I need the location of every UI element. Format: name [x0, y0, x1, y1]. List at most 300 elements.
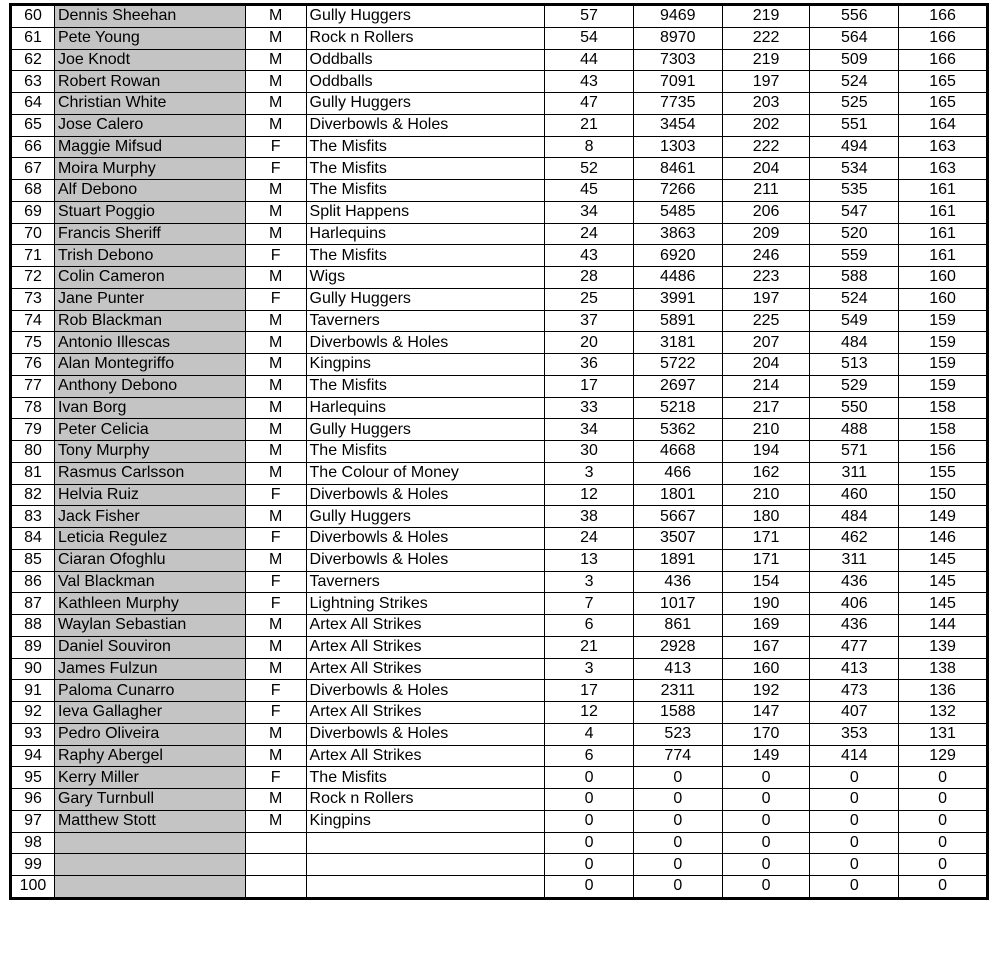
rank-cell: 90 — [11, 658, 55, 680]
gender-cell: M — [245, 375, 306, 397]
pins-cell: 8970 — [633, 27, 722, 49]
games-cell: 12 — [545, 484, 634, 506]
bowler-name-cell: Matthew Stott — [54, 810, 245, 832]
high-game-cell: 209 — [722, 223, 810, 245]
games-cell: 21 — [545, 114, 634, 136]
high-series-cell: 534 — [810, 158, 899, 180]
rank-cell: 78 — [11, 397, 55, 419]
gender-cell: M — [245, 114, 306, 136]
pins-cell: 523 — [633, 723, 722, 745]
gender-cell: F — [245, 571, 306, 593]
gender-cell: F — [245, 245, 306, 267]
average-cell: 163 — [899, 136, 988, 158]
pins-cell: 2928 — [633, 636, 722, 658]
high-series-cell: 0 — [810, 767, 899, 789]
games-cell: 3 — [545, 571, 634, 593]
high-series-cell: 549 — [810, 310, 899, 332]
bowler-name-cell: Ivan Borg — [54, 397, 245, 419]
team-cell: The Misfits — [306, 375, 545, 397]
pins-cell: 7735 — [633, 93, 722, 115]
average-cell: 145 — [899, 571, 988, 593]
team-cell: Diverbowls & Holes — [306, 723, 545, 745]
rank-cell: 63 — [11, 71, 55, 93]
high-series-cell: 436 — [810, 571, 899, 593]
gender-cell: M — [245, 354, 306, 376]
bowler-name-cell — [54, 876, 245, 899]
table-row — [11, 136, 988, 158]
high-series-cell: 524 — [810, 288, 899, 310]
bowler-name-cell: Ieva Gallagher — [54, 702, 245, 724]
team-cell: The Misfits — [306, 158, 545, 180]
pins-cell: 413 — [633, 658, 722, 680]
team-cell: The Misfits — [306, 136, 545, 158]
high-series-cell: 0 — [810, 810, 899, 832]
pins-cell: 3181 — [633, 332, 722, 354]
high-series-cell: 556 — [810, 5, 899, 28]
rank-cell: 86 — [11, 571, 55, 593]
high-game-cell: 204 — [722, 354, 810, 376]
games-cell: 37 — [545, 310, 634, 332]
gender-cell: M — [245, 745, 306, 767]
pins-cell: 0 — [633, 832, 722, 854]
games-cell: 17 — [545, 375, 634, 397]
high-game-cell: 0 — [722, 810, 810, 832]
high-game-cell: 203 — [722, 93, 810, 115]
high-series-cell: 494 — [810, 136, 899, 158]
rank-cell: 91 — [11, 680, 55, 702]
gender-cell: F — [245, 702, 306, 724]
bowler-name-cell: Kathleen Murphy — [54, 593, 245, 615]
table-row — [11, 462, 988, 484]
average-cell: 129 — [899, 745, 988, 767]
table-row — [11, 832, 988, 854]
average-cell: 158 — [899, 397, 988, 419]
table-row — [11, 615, 988, 637]
gender-cell: M — [245, 201, 306, 223]
gender-cell: M — [245, 810, 306, 832]
rank-cell: 100 — [11, 876, 55, 899]
high-series-cell: 535 — [810, 180, 899, 202]
pins-cell: 3991 — [633, 288, 722, 310]
bowler-name-cell: Colin Cameron — [54, 267, 245, 289]
bowler-name-cell: Waylan Sebastian — [54, 615, 245, 637]
average-cell: 139 — [899, 636, 988, 658]
rank-cell: 98 — [11, 832, 55, 854]
high-game-cell: 222 — [722, 27, 810, 49]
team-cell: Harlequins — [306, 397, 545, 419]
games-cell: 44 — [545, 49, 634, 71]
bowler-name-cell: Kerry Miller — [54, 767, 245, 789]
pins-cell: 5485 — [633, 201, 722, 223]
pins-cell: 2311 — [633, 680, 722, 702]
table-row — [11, 723, 988, 745]
table-row — [11, 484, 988, 506]
rank-cell: 72 — [11, 267, 55, 289]
bowler-name-cell: Rob Blackman — [54, 310, 245, 332]
table-body — [11, 5, 988, 899]
average-cell: 0 — [899, 810, 988, 832]
pins-cell: 3454 — [633, 114, 722, 136]
average-cell: 163 — [899, 158, 988, 180]
average-cell: 0 — [899, 854, 988, 876]
high-game-cell: 0 — [722, 789, 810, 811]
pins-cell: 861 — [633, 615, 722, 637]
games-cell: 52 — [545, 158, 634, 180]
high-series-cell: 311 — [810, 549, 899, 571]
gender-cell: F — [245, 136, 306, 158]
team-cell: Rock n Rollers — [306, 789, 545, 811]
games-cell: 28 — [545, 267, 634, 289]
bowler-name-cell: Helvia Ruiz — [54, 484, 245, 506]
high-game-cell: 0 — [722, 832, 810, 854]
average-cell: 0 — [899, 876, 988, 899]
pins-cell: 7303 — [633, 49, 722, 71]
high-series-cell: 477 — [810, 636, 899, 658]
high-game-cell: 149 — [722, 745, 810, 767]
games-cell: 21 — [545, 636, 634, 658]
pins-cell: 774 — [633, 745, 722, 767]
pins-cell: 436 — [633, 571, 722, 593]
bowler-name-cell: Val Blackman — [54, 571, 245, 593]
high-game-cell: 207 — [722, 332, 810, 354]
pins-cell: 0 — [633, 789, 722, 811]
gender-cell: M — [245, 332, 306, 354]
table-row — [11, 5, 988, 28]
team-cell: The Colour of Money — [306, 462, 545, 484]
average-cell: 161 — [899, 223, 988, 245]
pins-cell: 5218 — [633, 397, 722, 419]
high-series-cell: 550 — [810, 397, 899, 419]
team-cell: Artex All Strikes — [306, 636, 545, 658]
table-row — [11, 593, 988, 615]
high-series-cell: 524 — [810, 71, 899, 93]
average-cell: 164 — [899, 114, 988, 136]
high-game-cell: 0 — [722, 854, 810, 876]
team-cell: Oddballs — [306, 49, 545, 71]
games-cell: 4 — [545, 723, 634, 745]
table-row — [11, 636, 988, 658]
table-row — [11, 767, 988, 789]
pins-cell: 1588 — [633, 702, 722, 724]
games-cell: 12 — [545, 702, 634, 724]
team-cell: Harlequins — [306, 223, 545, 245]
gender-cell: F — [245, 593, 306, 615]
high-game-cell: 210 — [722, 419, 810, 441]
gender-cell — [245, 854, 306, 876]
high-series-cell: 436 — [810, 615, 899, 637]
team-cell: Diverbowls & Holes — [306, 528, 545, 550]
games-cell: 43 — [545, 245, 634, 267]
high-series-cell: 0 — [810, 832, 899, 854]
games-cell: 6 — [545, 745, 634, 767]
table-row — [11, 702, 988, 724]
high-series-cell: 509 — [810, 49, 899, 71]
high-series-cell: 0 — [810, 854, 899, 876]
average-cell: 0 — [899, 832, 988, 854]
bowler-name-cell: Jose Calero — [54, 114, 245, 136]
gender-cell: M — [245, 223, 306, 245]
table-row — [11, 397, 988, 419]
games-cell: 6 — [545, 615, 634, 637]
table-row — [11, 27, 988, 49]
table-row — [11, 528, 988, 550]
high-series-cell: 564 — [810, 27, 899, 49]
gender-cell: F — [245, 680, 306, 702]
average-cell: 0 — [899, 789, 988, 811]
rank-cell: 84 — [11, 528, 55, 550]
gender-cell: M — [245, 180, 306, 202]
high-game-cell: 206 — [722, 201, 810, 223]
high-game-cell: 169 — [722, 615, 810, 637]
games-cell: 34 — [545, 201, 634, 223]
rank-cell: 92 — [11, 702, 55, 724]
bowler-name-cell — [54, 854, 245, 876]
gender-cell: M — [245, 658, 306, 680]
games-cell: 0 — [545, 789, 634, 811]
table-row — [11, 93, 988, 115]
gender-cell: F — [245, 528, 306, 550]
table-row — [11, 854, 988, 876]
pins-cell: 1801 — [633, 484, 722, 506]
table-row — [11, 71, 988, 93]
team-cell: Artex All Strikes — [306, 615, 545, 637]
pins-cell: 4668 — [633, 441, 722, 463]
high-game-cell: 222 — [722, 136, 810, 158]
team-cell: The Misfits — [306, 767, 545, 789]
high-series-cell: 484 — [810, 506, 899, 528]
table-row — [11, 49, 988, 71]
rank-cell: 89 — [11, 636, 55, 658]
gender-cell: M — [245, 441, 306, 463]
gender-cell: F — [245, 767, 306, 789]
gender-cell: F — [245, 158, 306, 180]
games-cell: 0 — [545, 810, 634, 832]
average-cell: 144 — [899, 615, 988, 637]
average-cell: 150 — [899, 484, 988, 506]
bowler-name-cell: Pedro Oliveira — [54, 723, 245, 745]
games-cell: 25 — [545, 288, 634, 310]
rank-cell: 70 — [11, 223, 55, 245]
bowler-name-cell: Jane Punter — [54, 288, 245, 310]
team-cell: Diverbowls & Holes — [306, 484, 545, 506]
rank-cell: 67 — [11, 158, 55, 180]
table-row — [11, 332, 988, 354]
gender-cell — [245, 876, 306, 899]
high-game-cell: 217 — [722, 397, 810, 419]
high-game-cell: 219 — [722, 49, 810, 71]
high-series-cell: 407 — [810, 702, 899, 724]
average-cell: 156 — [899, 441, 988, 463]
high-game-cell: 0 — [722, 876, 810, 899]
team-cell: Diverbowls & Holes — [306, 680, 545, 702]
gender-cell: F — [245, 484, 306, 506]
gender-cell: M — [245, 93, 306, 115]
table-row — [11, 245, 988, 267]
gender-cell: M — [245, 615, 306, 637]
table-row — [11, 571, 988, 593]
gender-cell: M — [245, 789, 306, 811]
team-cell: Rock n Rollers — [306, 27, 545, 49]
high-game-cell: 204 — [722, 158, 810, 180]
pins-cell: 5722 — [633, 354, 722, 376]
gender-cell: M — [245, 27, 306, 49]
team-cell: Taverners — [306, 571, 545, 593]
high-series-cell: 414 — [810, 745, 899, 767]
high-game-cell: 219 — [722, 5, 810, 28]
table-row — [11, 114, 988, 136]
average-cell: 160 — [899, 267, 988, 289]
bowler-name-cell: Trish Debono — [54, 245, 245, 267]
games-cell: 8 — [545, 136, 634, 158]
bowler-name-cell: Dennis Sheehan — [54, 5, 245, 28]
pins-cell: 3863 — [633, 223, 722, 245]
average-cell: 145 — [899, 549, 988, 571]
games-cell: 7 — [545, 593, 634, 615]
pins-cell: 2697 — [633, 375, 722, 397]
high-series-cell: 462 — [810, 528, 899, 550]
table-row — [11, 658, 988, 680]
rank-cell: 95 — [11, 767, 55, 789]
high-game-cell: 223 — [722, 267, 810, 289]
team-cell: Gully Huggers — [306, 506, 545, 528]
high-game-cell: 197 — [722, 288, 810, 310]
team-cell: Kingpins — [306, 810, 545, 832]
team-cell: Oddballs — [306, 71, 545, 93]
bowler-name-cell: Peter Celicia — [54, 419, 245, 441]
team-cell: Gully Huggers — [306, 5, 545, 28]
high-game-cell: 162 — [722, 462, 810, 484]
bowler-name-cell: Stuart Poggio — [54, 201, 245, 223]
high-game-cell: 197 — [722, 71, 810, 93]
high-series-cell: 460 — [810, 484, 899, 506]
team-cell: The Misfits — [306, 245, 545, 267]
pins-cell: 1303 — [633, 136, 722, 158]
pins-cell: 466 — [633, 462, 722, 484]
gender-cell: M — [245, 310, 306, 332]
games-cell: 57 — [545, 5, 634, 28]
games-cell: 38 — [545, 506, 634, 528]
rank-cell: 76 — [11, 354, 55, 376]
games-cell: 0 — [545, 854, 634, 876]
high-game-cell: 214 — [722, 375, 810, 397]
pins-cell: 0 — [633, 767, 722, 789]
high-game-cell: 190 — [722, 593, 810, 615]
average-cell: 166 — [899, 27, 988, 49]
bowler-name-cell: Jack Fisher — [54, 506, 245, 528]
games-cell: 43 — [545, 71, 634, 93]
high-game-cell: 167 — [722, 636, 810, 658]
games-cell: 47 — [545, 93, 634, 115]
gender-cell: M — [245, 71, 306, 93]
average-cell: 146 — [899, 528, 988, 550]
gender-cell: M — [245, 723, 306, 745]
bowler-name-cell: Alf Debono — [54, 180, 245, 202]
standings-table — [9, 3, 989, 900]
average-cell: 166 — [899, 49, 988, 71]
rank-cell: 81 — [11, 462, 55, 484]
average-cell: 159 — [899, 332, 988, 354]
rank-cell: 69 — [11, 201, 55, 223]
bowler-name-cell: Maggie Mifsud — [54, 136, 245, 158]
team-cell: Kingpins — [306, 354, 545, 376]
bowler-name-cell: Gary Turnbull — [54, 789, 245, 811]
high-game-cell: 160 — [722, 658, 810, 680]
rank-cell: 93 — [11, 723, 55, 745]
high-game-cell: 192 — [722, 680, 810, 702]
team-cell: Diverbowls & Holes — [306, 114, 545, 136]
table-row — [11, 310, 988, 332]
gender-cell: M — [245, 5, 306, 28]
games-cell: 36 — [545, 354, 634, 376]
table-row — [11, 375, 988, 397]
rank-cell: 85 — [11, 549, 55, 571]
average-cell: 136 — [899, 680, 988, 702]
bowler-name-cell: Joe Knodt — [54, 49, 245, 71]
high-series-cell: 0 — [810, 789, 899, 811]
average-cell: 159 — [899, 310, 988, 332]
high-game-cell: 225 — [722, 310, 810, 332]
team-cell: Split Happens — [306, 201, 545, 223]
high-game-cell: 211 — [722, 180, 810, 202]
rank-cell: 75 — [11, 332, 55, 354]
rank-cell: 64 — [11, 93, 55, 115]
gender-cell: M — [245, 462, 306, 484]
games-cell: 20 — [545, 332, 634, 354]
team-cell: Artex All Strikes — [306, 702, 545, 724]
table-row — [11, 288, 988, 310]
average-cell: 132 — [899, 702, 988, 724]
table-row — [11, 876, 988, 899]
rank-cell: 88 — [11, 615, 55, 637]
bowler-name-cell: Tony Murphy — [54, 441, 245, 463]
rank-cell: 73 — [11, 288, 55, 310]
average-cell: 165 — [899, 71, 988, 93]
bowler-name-cell: Antonio Illescas — [54, 332, 245, 354]
pins-cell: 0 — [633, 854, 722, 876]
high-series-cell: 529 — [810, 375, 899, 397]
table-row — [11, 680, 988, 702]
games-cell: 34 — [545, 419, 634, 441]
games-cell: 45 — [545, 180, 634, 202]
rank-cell: 66 — [11, 136, 55, 158]
team-cell: Lightning Strikes — [306, 593, 545, 615]
rank-cell: 79 — [11, 419, 55, 441]
games-cell: 30 — [545, 441, 634, 463]
pins-cell: 3507 — [633, 528, 722, 550]
average-cell: 166 — [899, 5, 988, 28]
table-row — [11, 810, 988, 832]
team-cell: The Misfits — [306, 441, 545, 463]
team-cell: The Misfits — [306, 180, 545, 202]
average-cell: 0 — [899, 767, 988, 789]
average-cell: 145 — [899, 593, 988, 615]
bowler-name-cell: Rasmus Carlsson — [54, 462, 245, 484]
team-cell: Artex All Strikes — [306, 745, 545, 767]
high-game-cell: 0 — [722, 767, 810, 789]
high-game-cell: 246 — [722, 245, 810, 267]
rank-cell: 97 — [11, 810, 55, 832]
high-series-cell: 551 — [810, 114, 899, 136]
high-series-cell: 513 — [810, 354, 899, 376]
high-game-cell: 171 — [722, 549, 810, 571]
bowler-name-cell: Raphy Abergel — [54, 745, 245, 767]
rank-cell: 80 — [11, 441, 55, 463]
gender-cell: M — [245, 549, 306, 571]
table-row — [11, 745, 988, 767]
games-cell: 24 — [545, 528, 634, 550]
team-cell: Gully Huggers — [306, 93, 545, 115]
high-game-cell: 202 — [722, 114, 810, 136]
